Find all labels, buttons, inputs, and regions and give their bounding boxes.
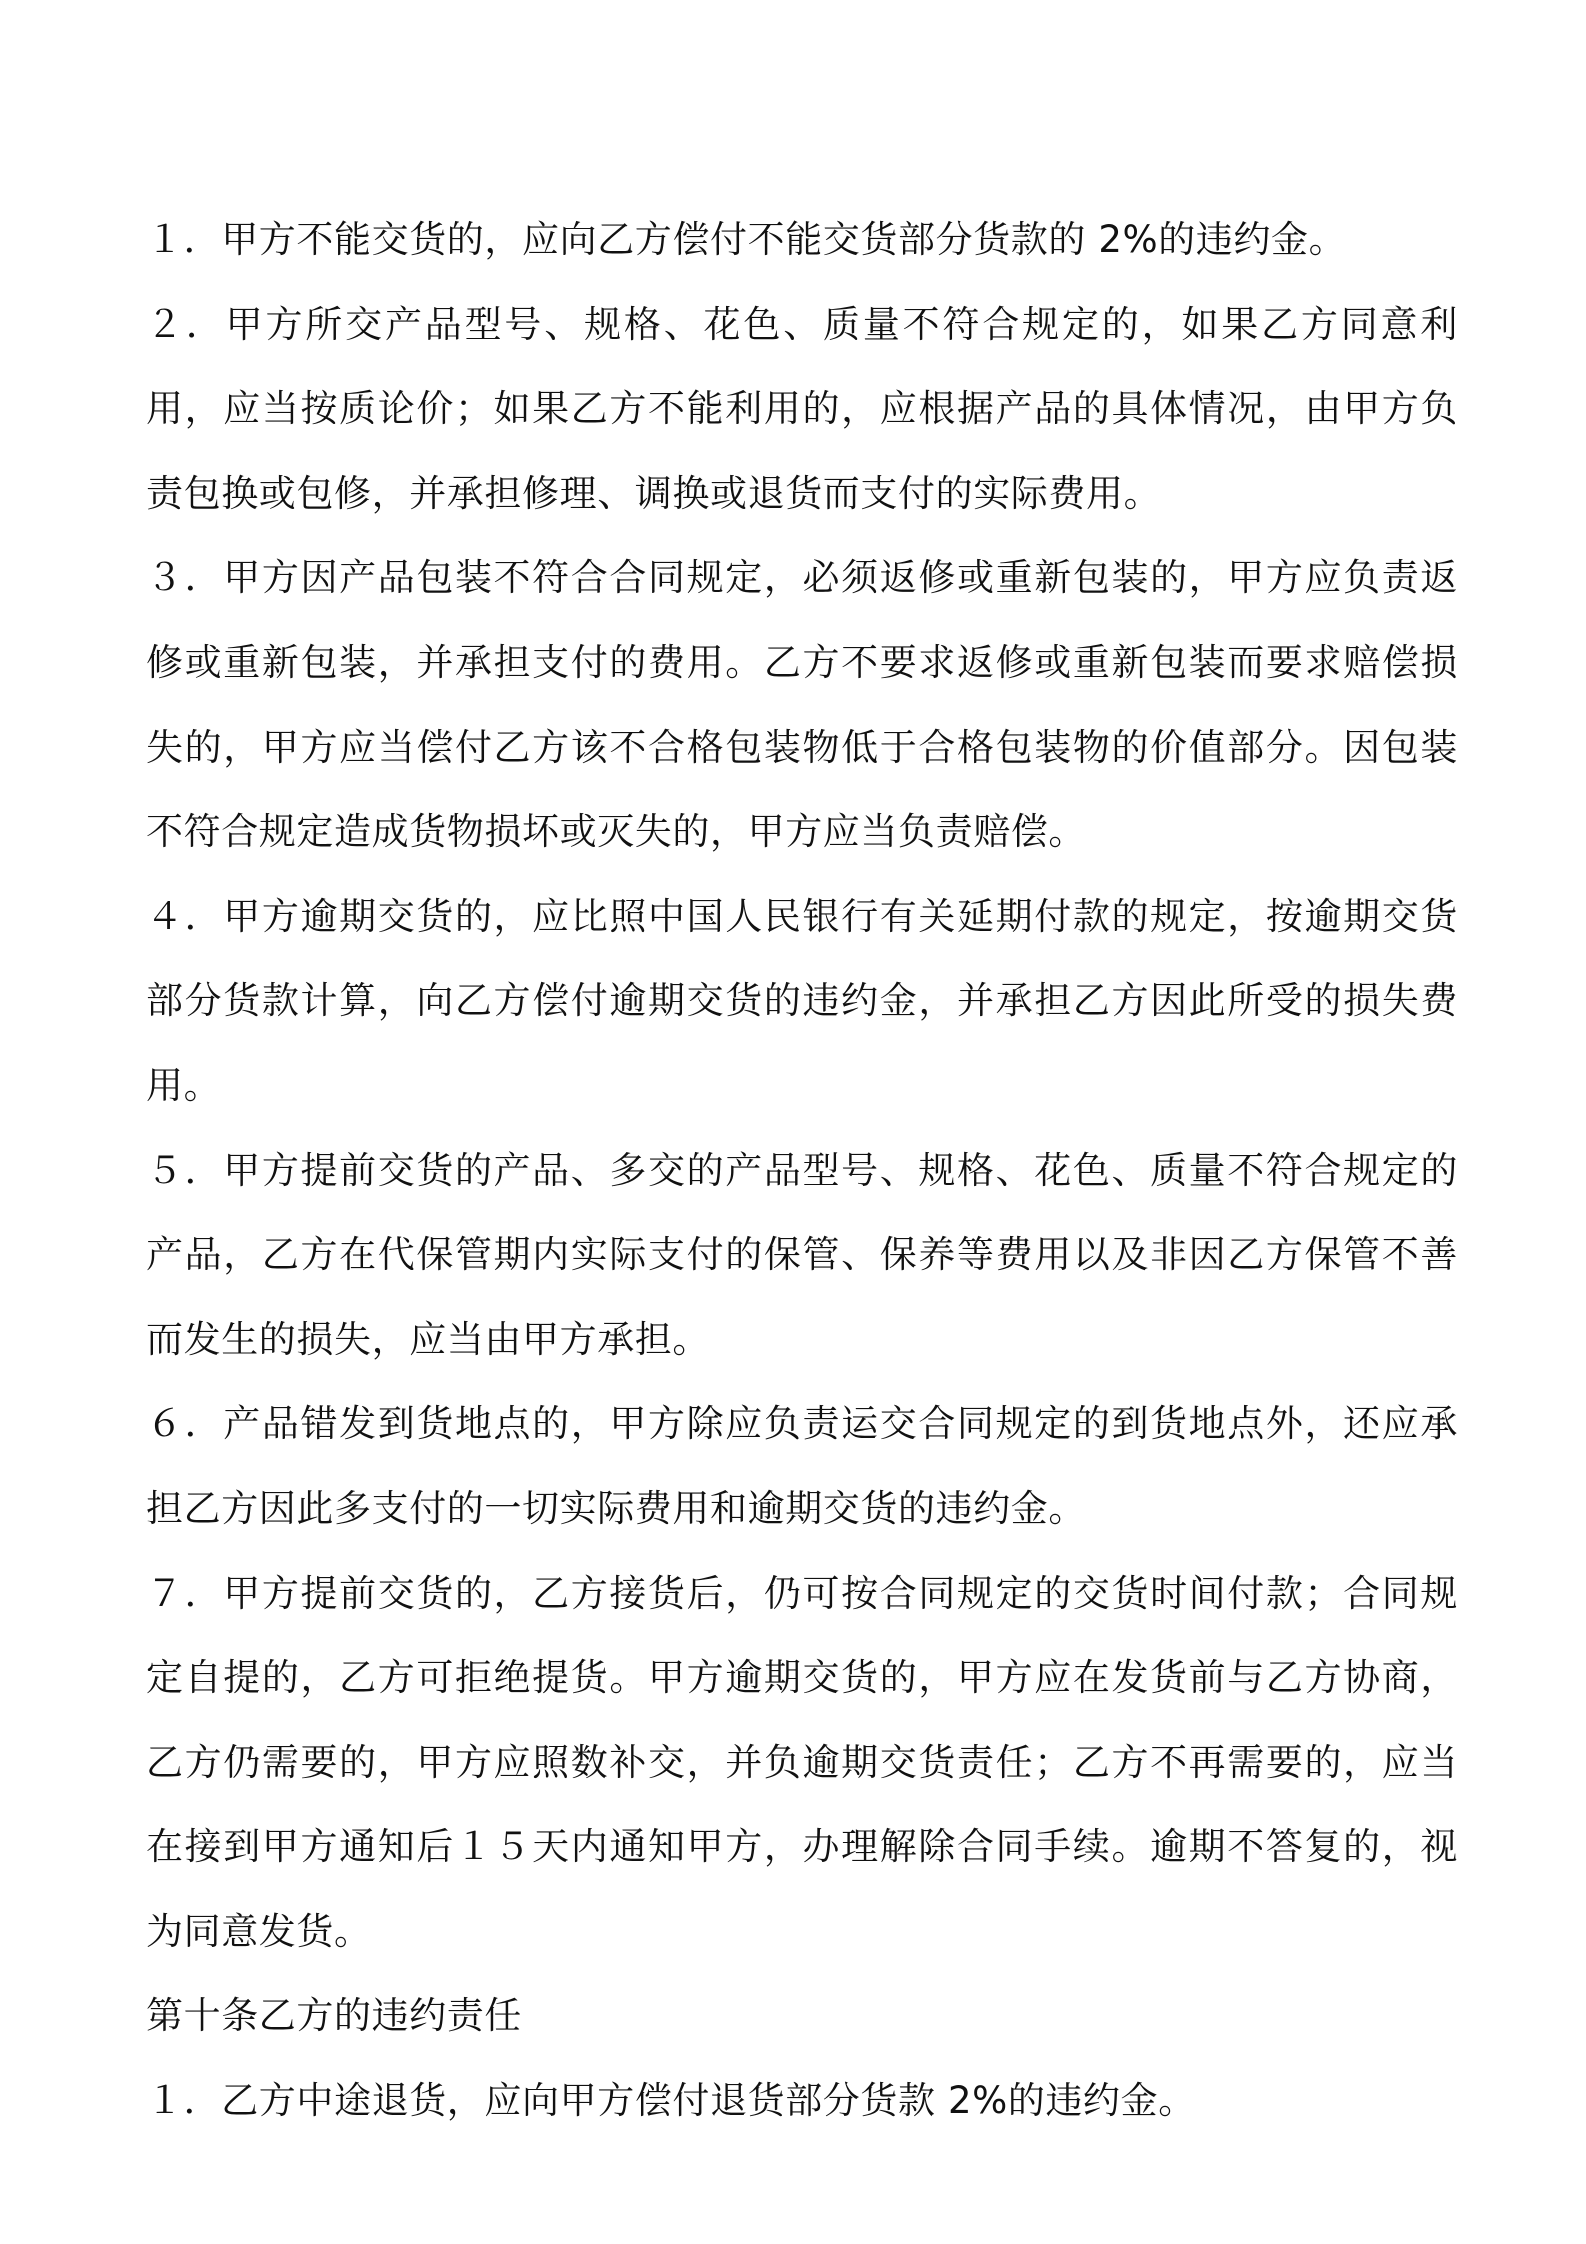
party-b-clause-1-paragraph: １．乙方中途退货，应向甲方偿付退货部分货款 2%的违约金。 (146, 2079, 1196, 2123)
clause-1-paragraph: １．甲方不能交货的，应向乙方偿付不能交货部分货款的 2%的违约金。 (146, 218, 1347, 261)
clause-5-paragraph: ５．甲方提前交货的产品、多交的产品型号、规格、花色、质量不符合规定的产品，乙方在代保管期内实际支付的保管、保养等费用以及非因乙方保管不善而发生的损失，应当由甲方承担。 (146, 1148, 1458, 1361)
clause-2-paragraph: ２．甲方所交产品型号、规格、花色、质量不符合规定的，如果乙方同意利用，应当按质论价；如果乙方不能利用的，应根据产品的具体情况，由甲方负责包换或包修，并承担修理、调换或退货而支付的实际费用。 (146, 302, 1458, 515)
clause-3-paragraph: ３．甲方因产品包装不符合合同规定，必须返修或重新包装的，甲方应负责返修或重新包装，并承担支付的费用。乙方不要求返修或重新包装而要求赔偿损失的，甲方应当偿付乙方该不合格包装物低于合格包装物的价值部分。因包装不符合规定造成货物损坏或灭失的，甲方应当负责赔偿。 (146, 556, 1458, 854)
clause-6-paragraph: ６．产品错发到货地点的，甲方除应负责运交合同规定的到货地点外，还应承担乙方因此多支付的一切实际费用和逾期交货的违约金。 (146, 1402, 1458, 1530)
clause-4-paragraph: ４．甲方逾期交货的，应比照中国人民银行有关延期付款的规定，按逾期交货部分货款计算，向乙方偿付逾期交货的违约金，并承担乙方因此所受的损失费用。 (146, 894, 1458, 1107)
section-heading: 第十条乙方的违约责任 (146, 1994, 522, 2038)
clause-7-paragraph: ７．甲方提前交货的，乙方接货后，仍可按合同规定的交货时间付款；合同规定自提的，乙方可拒绝提货。甲方逾期交货的，甲方应在发货前与乙方协商，乙方仍需要的，甲方应照数补交，并负逾期交货责任；乙方不再需要的，应当在接到甲方通知后１５天内通知甲方，办理解除合同手续。逾期不答复的，视为同意发货。 (146, 1571, 1458, 1953)
document-body (146, 198, 1458, 2144)
